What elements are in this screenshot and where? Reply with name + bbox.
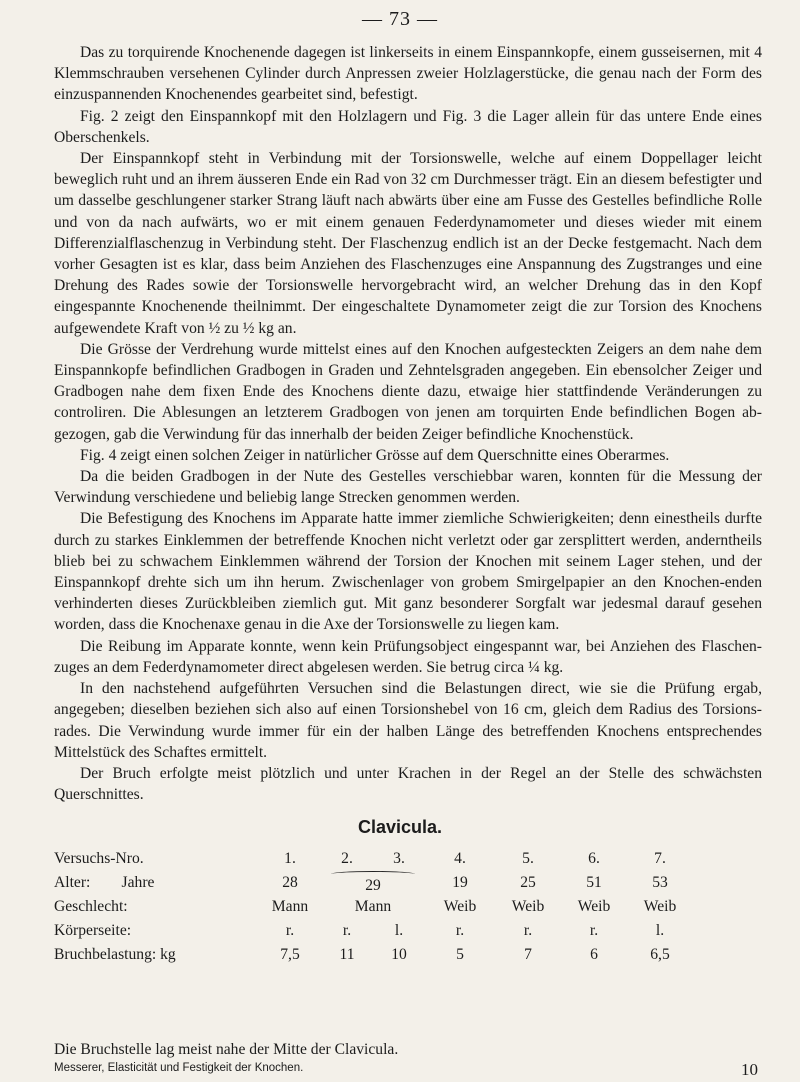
- table-cell: 7.: [654, 850, 666, 867]
- table-cell: [321, 871, 425, 895]
- table-cell: 19: [452, 874, 468, 891]
- table-cell: r.: [285, 922, 295, 939]
- body-text: [54, 42, 762, 805]
- clavicula-table: [54, 847, 693, 967]
- table-cell: 25: [520, 874, 536, 891]
- table-cell: Weib: [511, 898, 545, 915]
- row-label: Geschlecht:: [54, 898, 128, 915]
- table-cell: 11: [339, 946, 355, 963]
- table-row: [54, 943, 693, 967]
- table-cell: r.: [342, 922, 352, 939]
- table-cell: 5: [456, 946, 464, 963]
- table-cell: 7: [524, 946, 532, 963]
- table-cell: 53: [652, 874, 668, 891]
- table-row: [54, 895, 693, 919]
- sheet-number: 10: [741, 1060, 758, 1079]
- paragraph: In den nachstehend aufgeführten Versuchen sind die Belastungen direct, wie sie die Prüfung ergab, angegeben; dieselben beziehen sich also auf einen Torsionshebel von 16 cm, gleich dem Radius des Torsions-rades. Die Verwindung wurde immer für ein der halben Länge des betreffenden Knochens entsprechendes Mittelstück des Schaftes ermittelt.: [54, 680, 762, 761]
- paragraph: Da die beiden Gradbogen in der Nute des Gestelles verschiebbar waren, konnten für die Messung der Verwindung verschiedene und beliebig lange Strecken genommen werden.: [54, 468, 762, 507]
- table-cell: Weib: [443, 898, 477, 915]
- paragraph: Der Einspannkopf steht in Verbindung mit der Torsionswelle, welche auf einem Doppellager leicht beweglich ruht und an ihrem äusseren Ende ein Rad von 32 cm Durchmesser trägt. Ein an diesem befestigter und um dasselbe geschlungener starker Strang läuft nach abwärts über eine am Fusse des Gestelles befindliche Rolle und von da nach aufwärts, wo er mit einem genauen Federdynamometer und dieses wieder mit einem Differenzialflaschenzug in Verbindung steht. Der Flaschenzug endlich ist an der Decke festgemacht. Nach dem vorher Gesagten ist es klar, dass beim Anziehen des Flaschenzuges eine Anspannung des Zugstranges und eine Drehung des Rades sowie der Torsionswelle hervorgebracht wird, an welcher Drehung das in den Kopf eingespannte Knochenende theilnimmt. Der eingeschaltete Dynamometer zeigt die zur Torsion des Knochens aufgewendete Kraft von ½ zu ½ kg an.: [54, 150, 762, 337]
- table-cell: Weib: [577, 898, 611, 915]
- table-cell: 6: [590, 946, 598, 963]
- table-cell: 6.: [588, 850, 600, 867]
- table-cell: Mann: [354, 898, 392, 915]
- table-cell: 2.: [341, 850, 353, 867]
- table-cell: Weib: [643, 898, 677, 915]
- table-cell: 7,5: [280, 946, 300, 963]
- paragraph: Die Reibung im Apparate konnte, wenn kein Prüfungsobject eingespannt war, bei Anziehen des Flaschen-zuges an dem Federdynamometer direct abgelesen werden. Sie betrug circa ¼ kg.: [54, 637, 762, 676]
- paragraph: Das zu torquirende Knochenende dagegen ist linkerseits in einem Einspannkopfe, einem gusseisernen, mit 4 Klemmschrauben versehenen Cylinder durch Anpressen zweier Holzlagerstücke, die genau nach der Form des einzuspannenden Knochenendes gearbeitet sind, befestigt.: [54, 44, 762, 104]
- table-cell: r.: [589, 922, 599, 939]
- page-number: — 73 —: [362, 8, 438, 30]
- footer-credit: Messerer, Elasticität und Festigkeit der Knochen.: [54, 1062, 304, 1074]
- paragraph: Die Grösse der Verdrehung wurde mittelst eines auf den Knochen aufgesteckten Zeigers an dem nahe dem Einspannkopfe befindlichen Gradbogen in Graden und Zehntelsgraden angegeben. Ein ebensolcher Zeiger und Gradbogen nahe dem fixen Ende des Knochens diente dazu, etwaige hier stattfindende Veränderungen zu controliren. Die Ablesungen an letzterem Gradbogen von jenen am torquirten Ende befindlichen Bogen ab-gezogen, gab die Verwindung für das innerhalb der beiden Zeiger befindliche Knochenstück.: [54, 340, 762, 443]
- table-cell: 6,5: [650, 946, 670, 963]
- paragraph: Die Befestigung des Knochens im Apparate hatte immer ziemliche Schwierigkeiten; denn einestheils durfte durch zu starkes Einklemmen der betreffende Knochen nicht verletzt oder gar zersplittert werden, anderntheils blieb bei zu schwachem Einklemmen während der Torsion der Knochen mit seinem Lager stehen, und der Einspannkopf drehte sich um ihn herum. Zwischenlager von grobem Smirgelpapier an den Knochen-enden verhinderten dieses Zurückbleiben ziemlich gut. Mit ganz besonderer Sorgfalt war jedesmal darauf gesehen worden, dass die Knochenaxe genau in die Axe der Torsionswelle zu liegen kam.: [54, 510, 762, 634]
- row-label: Alter: Jahre: [54, 874, 155, 891]
- table-cell: l.: [394, 922, 404, 939]
- table-cell: l.: [655, 922, 665, 939]
- row-label: Körperseite:: [54, 922, 132, 939]
- footer-note: Die Bruchstelle lag meist nahe der Mitte der Clavicula.: [54, 1041, 399, 1058]
- paragraph: Fig. 2 zeigt den Einspannkopf mit den Holzlagern und Fig. 3 die Lager allein für das untere Ende eines Oberschenkels.: [54, 107, 762, 146]
- row-label: Bruchbelastung: kg: [54, 946, 176, 963]
- table-cell: 3.: [393, 850, 405, 867]
- table-cell: 28: [282, 874, 298, 891]
- table-cell: r.: [523, 922, 533, 939]
- paragraph: Der Bruch erfolgte meist plötzlich und unter Krachen in der Regel an der Stelle des schwächsten Querschnittes.: [54, 764, 762, 804]
- paragraph: Fig. 4 zeigt einen solchen Zeiger in natürlicher Grösse auf dem Querschnitte eines Oberarmes.: [80, 446, 670, 464]
- table-row: [54, 871, 693, 895]
- table-cell-value: 29: [365, 877, 381, 894]
- table-cell: Mann: [271, 898, 309, 915]
- table-cell: 1.: [284, 850, 296, 867]
- table-cell: 4.: [454, 850, 466, 867]
- table-cell: 10: [391, 946, 407, 963]
- table-title: Clavicula.: [357, 817, 443, 837]
- table-row: [54, 919, 693, 943]
- table-cell: 5.: [522, 850, 534, 867]
- table-row: [54, 847, 693, 871]
- table-cell: 51: [586, 874, 602, 891]
- row-label: Versuchs-Nro.: [54, 850, 144, 867]
- table-cell: r.: [455, 922, 465, 939]
